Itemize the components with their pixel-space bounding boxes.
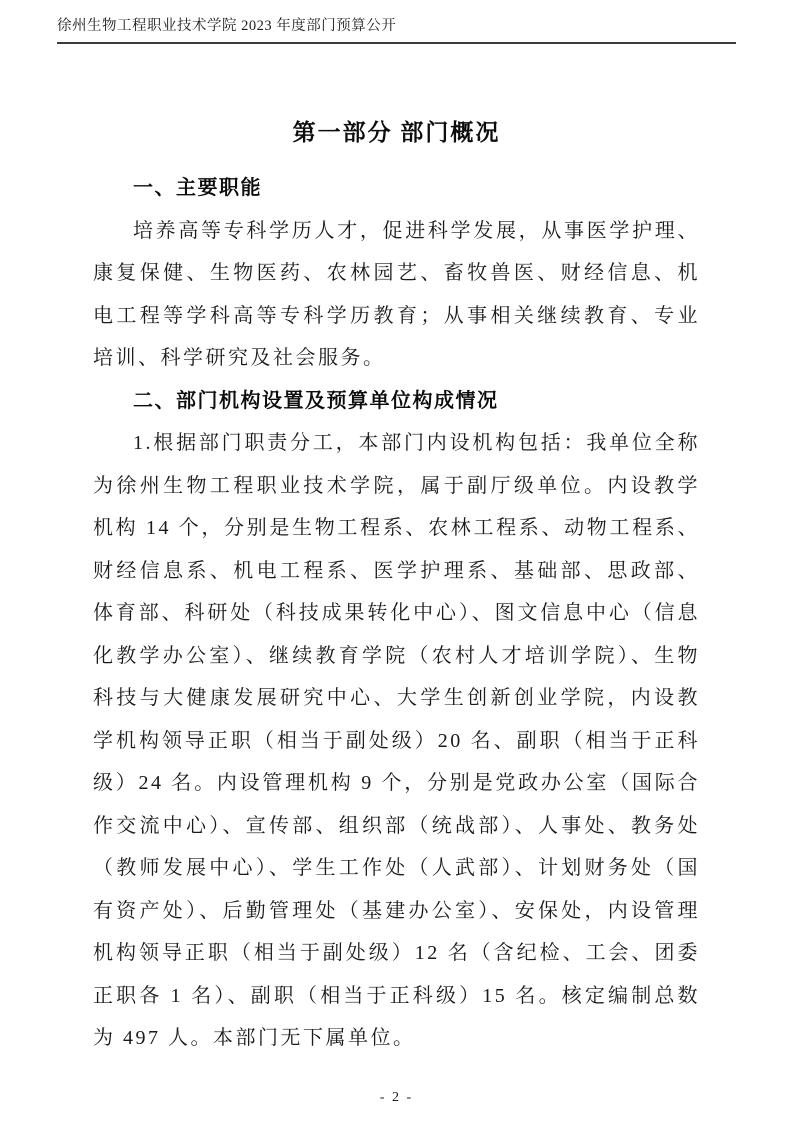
- page-number: - 2 -: [379, 1090, 414, 1105]
- page-footer: [0, 1090, 793, 1106]
- page-title: 第一部分 部门概况: [292, 120, 501, 145]
- header-title: 徐州生物工程职业技术学院 2023 年度部门预算公开: [57, 18, 397, 34]
- document-content: [93, 167, 700, 1060]
- page-header: [57, 14, 736, 44]
- section-heading-org-structure: 二、部门机构设置及预算单位构成情况: [133, 389, 499, 412]
- paragraph-main-functions: 培养高等专科学历人才，促进科学发展，从事医学护理、康复保健、生物医药、农林园艺、畜牧兽医、财经信息、机电工程等学科高等专科学历教育；从事相关继续教育、专业培训、科学研究及社会服务。: [93, 219, 700, 369]
- paragraph-org-structure: 1.根据部门职责分工，本部门内设机构包括：我单位全称为徐州生物工程职业技术学院，属于副厅级单位。内设教学机构 14 个，分别是生物工程系、农林工程系、动物工程系、财经信息系、机电工程系、医学护理系、基础部、思政部、体育部、科研处（科技成果转化中心）、图文信息中心（信息化教学办公室）、继续教育学院（农村人才培训学院）、生物科技与大健康发展研究中心、大学生创新创业学院，内设教学机构领导正职（相当于副处级）20 名、副职（相当于正科级）24 名。内设管理机构 9 个，分别是党政办公室（国际合作交流中心）、宣传部、组织部（统战部）、人事处、教务处（教师发展中心）、学生工作处（人武部）、计划财务处（国有资产处）、后勤管理处（基建办公室）、安保处，内设管理机构领导正职（相当于副处级）12 名（含纪检、工会、团委正职各 1 名）、副职（相当于正科级）15 名。核定编制总数为 497 人。本部门无下属单位。: [93, 432, 700, 1049]
- section-heading-main-functions: 一、主要职能: [133, 177, 262, 199]
